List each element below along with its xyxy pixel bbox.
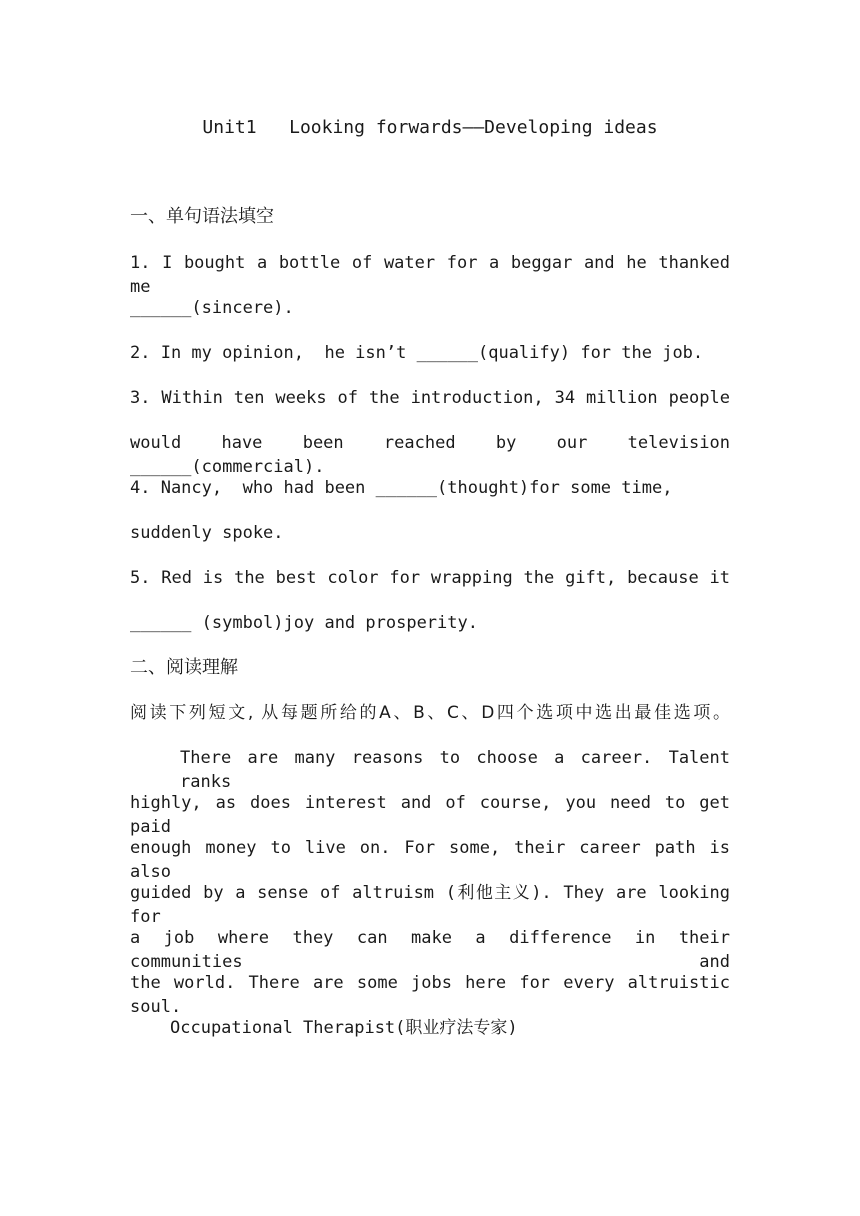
passage-subheading: Occupational Therapist(职业疗法专家)	[170, 1018, 518, 1038]
question-5-line-1: 5. Red is the best color for wrapping the gift, because it	[130, 568, 730, 588]
question-4-line-2: suddenly spoke.	[130, 523, 284, 543]
passage-line-6: the world. There are some jobs here for every altruistic soul.	[130, 973, 730, 1017]
passage-line-1: There are many reasons to choose a career. Talent ranks	[180, 748, 730, 792]
section-heading-grammar: 一、单句语法填空	[130, 206, 274, 227]
section-heading-reading: 二、阅读理解	[130, 657, 238, 678]
question-4-line-1: 4. Nancy, who had been ______(thought)for some time,	[130, 478, 673, 498]
question-5-line-2: ______ (symbol)joy and prosperity.	[130, 613, 478, 633]
question-1-line-2: ______(sincere).	[130, 298, 294, 318]
question-3-line-1: 3. Within ten weeks of the introduction, 34 million people	[130, 388, 730, 408]
question-2: 2. In my opinion, he isn’t ______(qualify) for the job.	[130, 343, 704, 363]
question-1-line-1: 1. I bought a bottle of water for a beggar and he thanked me	[130, 253, 730, 297]
passage-line-2: highly, as does interest and of course, you need to get paid	[130, 793, 730, 837]
passage-line-5: a job where they can make a difference in their communities and	[130, 928, 730, 972]
passage-line-4: guided by a sense of altruism (利他主义). They are looking for	[130, 883, 730, 927]
reading-instruction: 阅读下列短文, 从每题所给的A、B、C、D四个选项中选出最佳选项。	[130, 703, 730, 723]
question-3-line-2: would have been reached by our television ______(commercial).	[130, 433, 730, 477]
passage-line-3: enough money to live on. For some, their career path is also	[130, 838, 730, 882]
document-title: Unit1 Looking forwards——Developing ideas	[202, 117, 658, 138]
